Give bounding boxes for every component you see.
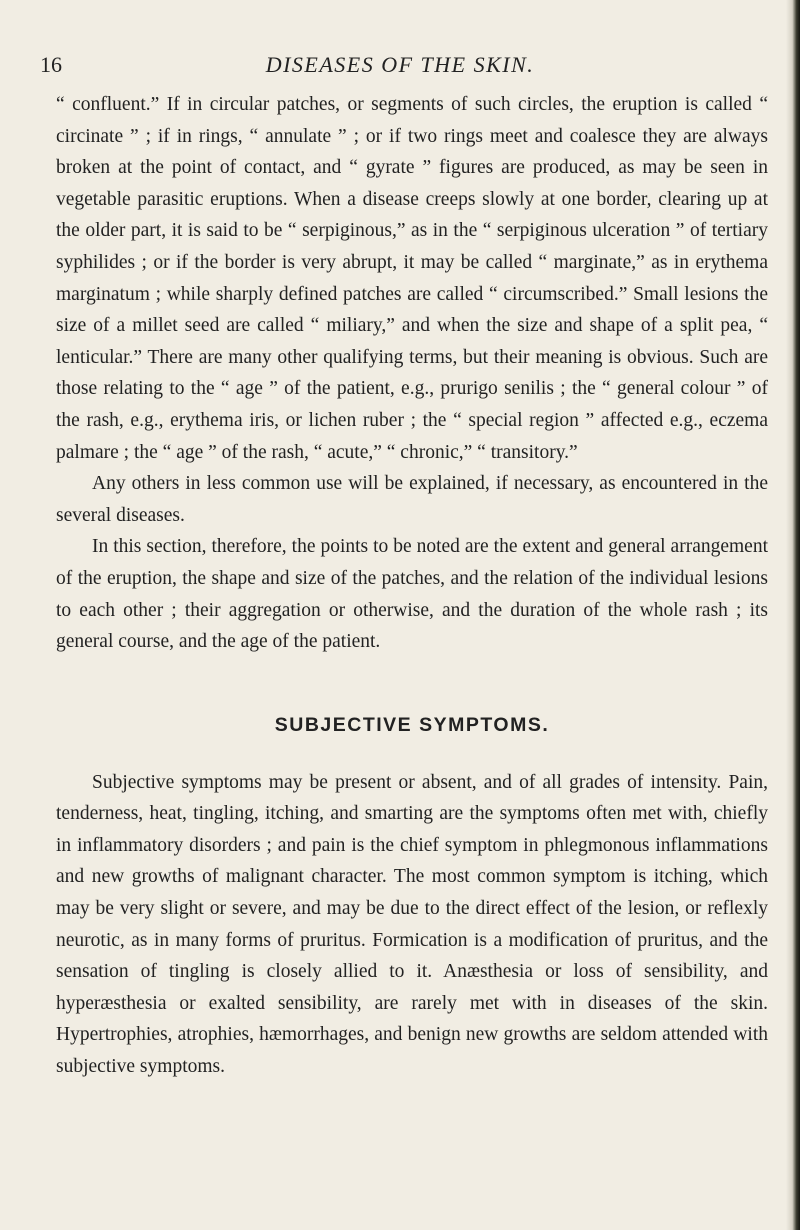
page-number: 16 [40, 52, 62, 77]
page-edge-shadow [786, 0, 800, 1230]
paragraph-2: Any others in less common use will be explained, if necessary, as encountered in the several diseases. [56, 473, 768, 526]
paragraph-3: In this section, therefore, the points to be noted are the extent and general arrangement of the eruption, the shape and size of the patches, and the relation of the individual lesions to each other ; their aggregation or otherwise, and the duration of the whole rash ; its general course, and the age of the patient. [56, 536, 768, 653]
body-text [56, 89, 768, 1083]
paragraph-4: Subjective symptoms may be present or absent, and of all grades of intensity. Pain, tenderness, heat, tingling, itching, and smarting are the symptoms often met with, chiefly in inflammatory disorders ; and pain is the chief symptom in phlegmonous inflammations and new growths of malignant character. The most common symptom is itching, which may be very slight or severe, and may be due to the direct effect of the lesion, or reflexly neurotic, as in many forms of pruritus. Formication is a modification of pruritus, and the sensation of tingling is closely allied to it. Anæsthesia or loss of sensibility, and hyperæsthesia or exalted sensibility, are rarely met with in diseases of the skin. Hypertrophies, atrophies, hæmorrhages, and benign new growths are seldom attended with subjective symptoms. [56, 771, 768, 1078]
section-heading: SUBJECTIVE SYMPTOMS. [274, 713, 550, 736]
paragraph-1: “ confluent.” If in circular patches, or segments of such circles, the eruption is called “ circinate ” ; if in rings, “ annulate ” ; or if two rings meet and coalesce they are always broken at the point of contact, and “ gyrate ” figures are produced, as may be seen in vegetable parasitic eruptions. When a disease creeps slowly at one border, clearing up at the older part, it is said to be “ serpiginous,” as in the “ serpiginous ulceration ” of tertiary syphilides ; or if the border is very abrupt, it may be called “ marginate,” as in erythema marginatum ; while sharply defined patches are called “ circumscribed.” Small lesions the size of a millet seed are called “ miliary,” and when the size and shape of a split pea, “ lenticular.” There are many other qualifying terms, but their meaning is obvious. Such are those relating to the “ age ” of the patient, e.g., prurigo senilis ; the “ general colour ” of the rash, e.g., erythema iris, or lichen ruber ; the “ special region ” affected e.g., eczema palmare ; the “ age ” of the rash, “ acute,” “ chronic,” “ transitory.” [56, 94, 768, 463]
running-head: DISEASES OF THE SKIN. [265, 52, 535, 77]
